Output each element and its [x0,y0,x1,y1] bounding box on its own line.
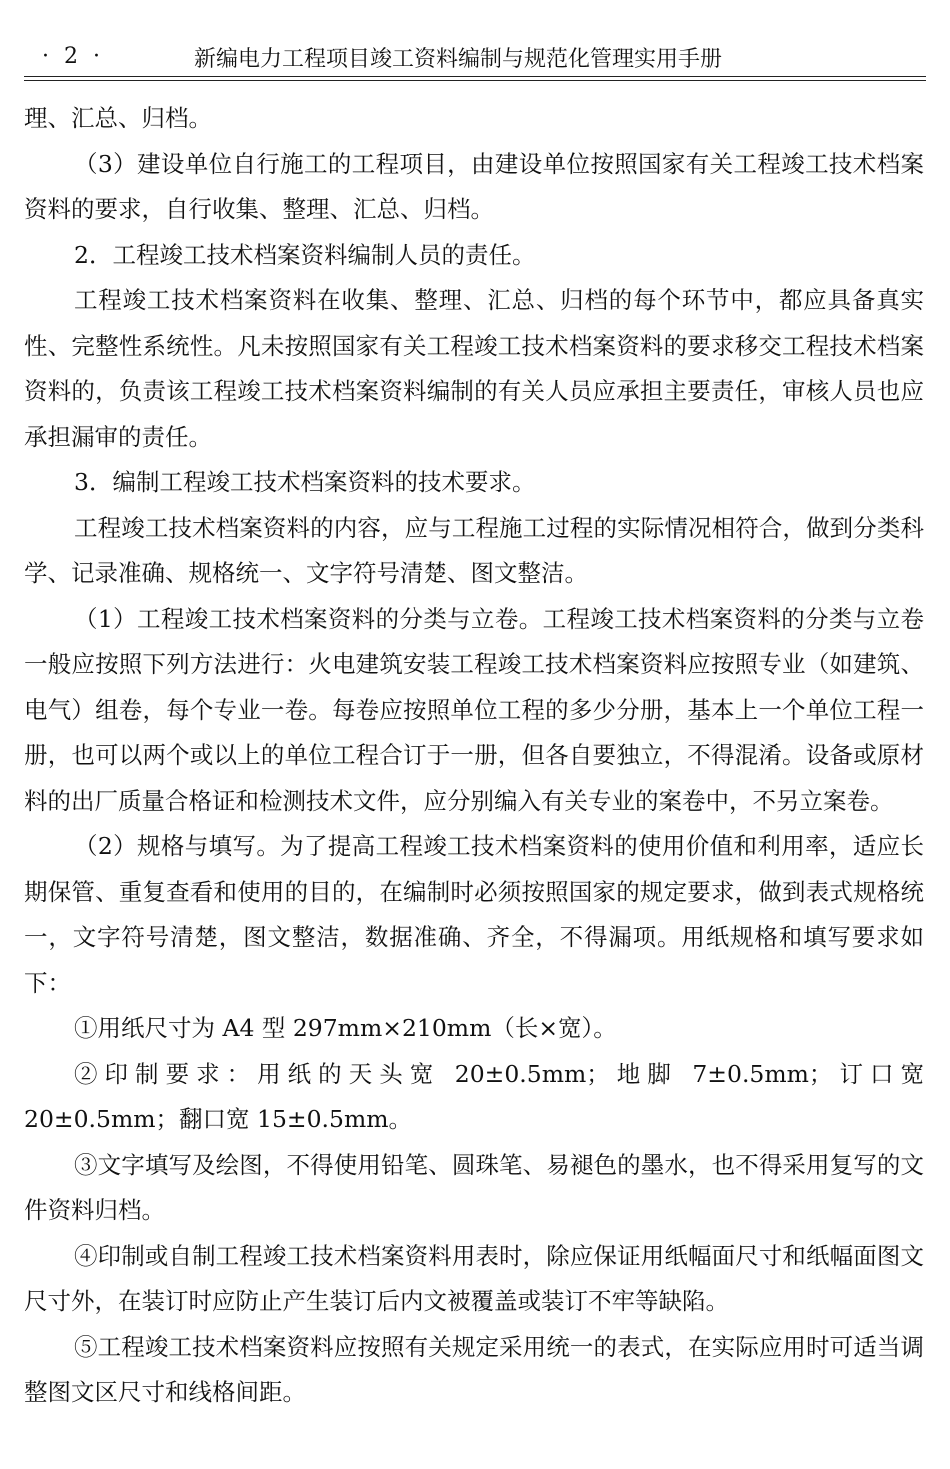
page-header [24,34,926,74]
paragraph: 工程竣工技术档案资料在收集、整理、汇总、归档的每个环节中，都应具备真实性、完整性系统性。凡未按照国家有关工程竣工技术档案资料的要求移交工程技术档案资料的，负责该工程竣工技术档案资料编制的有关人员应承担主要责任，审核人员也应承担漏审的责任。 [24,286,924,451]
section-heading: 2．工程竣工技术档案资料编制人员的责任。 [74,240,536,269]
list-item: ③文字填写及绘图，不得使用铅笔、圆珠笔、易褪色的墨水，也不得采用复写的文件资料归档。 [24,1150,924,1224]
paragraph-continuation: 理、汇总、归档。 [24,104,212,132]
running-title: 新编电力工程项目竣工资料编制与规范化管理实用手册 [194,47,723,72]
list-item: ②印制要求：用纸的天头宽 20±0.5mm；地脚 7±0.5mm；订口宽 20±0.5mm；翻口宽 15±0.5mm。 [24,1059,924,1133]
list-item: ①用纸尺寸为 A4 型 297mm×210mm（长×宽）。 [74,1014,617,1042]
paragraph: （2）规格与填写。为了提高工程竣工技术档案资料的使用价值和利用率，适应长期保管、重复查看和使用的目的，在编制时必须按照国家的规定要求，做到表式规格统一，文字符号清楚，图文整洁，数据准确、齐全，不得漏项。用纸规格和填写要求如下： [24,832,924,997]
paragraph: （3）建设单位自行施工的工程项目，由建设单位按照国家有关工程竣工技术档案资料的要求，自行收集、整理、汇总、归档。 [24,149,924,223]
paragraph: （1）工程竣工技术档案资料的分类与立卷。工程竣工技术档案资料的分类与立卷一般应按照下列方法进行：火电建筑安装工程竣工技术档案资料应按照专业（如建筑、电气）组卷，每个专业一卷。每卷应按照单位工程的多少分册，基本上一个单位工程一册，也可以两个或以上的单位工程合订于一册，但各自要独立，不得混淆。设备或原材料的出厂质量合格证和检测技术文件，应分别编入有关专业的案卷中，不另立案卷。 [24,604,924,815]
list-item: ④印制或自制工程竣工技术档案资料用表时，除应保证用纸幅面尺寸和纸幅面图文尺寸外，在装订时应防止产生装订后内文被覆盖或装订不牢等缺陷。 [24,1241,924,1315]
header-rule-top [24,76,926,77]
body-text [24,96,924,1416]
section-heading: 3．编制工程竣工技术档案资料的技术要求。 [74,468,536,496]
list-item: ⑤工程竣工技术档案资料应按照有关规定采用统一的表式，在实际应用时可适当调整图文区尺寸和线格间距。 [24,1332,924,1406]
header-rule-bottom [24,80,926,81]
page-number: · 2 · [42,44,104,69]
paragraph: 工程竣工技术档案资料的内容，应与工程施工过程的实际情况相符合，做到分类科学、记录准确、规格统一、文字符号清楚、图文整洁。 [24,513,924,587]
